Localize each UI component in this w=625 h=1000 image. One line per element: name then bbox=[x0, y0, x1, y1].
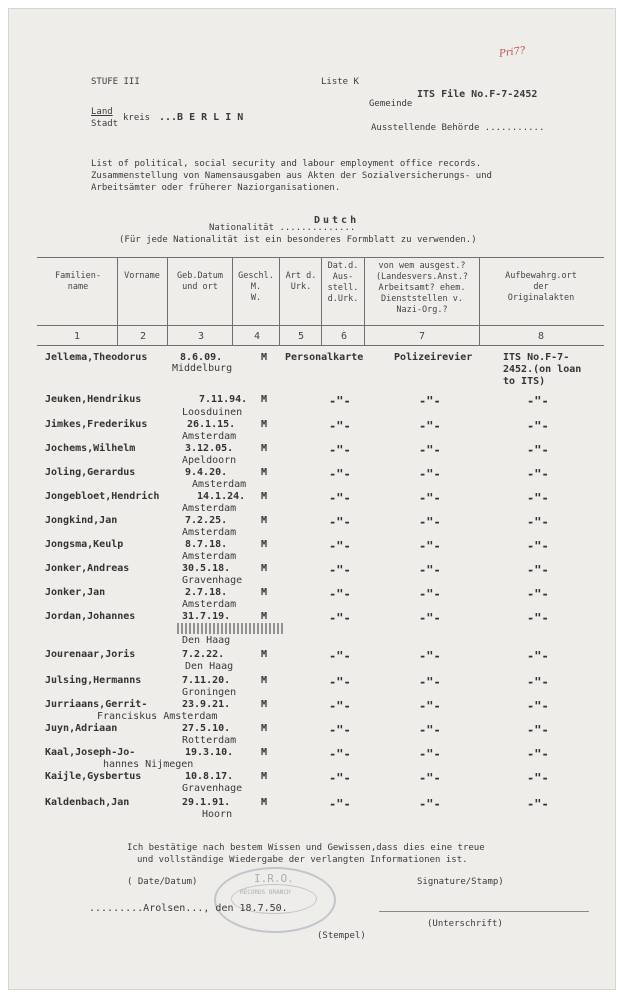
entry-name: Juyn,Adriaan bbox=[45, 723, 118, 734]
ditto-mark: -"- bbox=[329, 491, 351, 505]
header-art: Art d. Urk. bbox=[285, 271, 317, 292]
entry-date: 31.7.19. bbox=[182, 611, 231, 622]
entry-date: 10.8.17. bbox=[185, 771, 234, 782]
entry-place: Den Haag bbox=[185, 661, 234, 672]
col-divider-3 bbox=[232, 257, 233, 345]
entry-name: Jongkind,Jan bbox=[45, 515, 118, 526]
header-vorname: Vorname bbox=[124, 271, 160, 281]
nationality-label: Nationalität .............. bbox=[209, 223, 356, 233]
ditto-mark: -"- bbox=[329, 467, 351, 481]
colnum-8: 8 bbox=[537, 331, 545, 342]
entry-sex: M bbox=[261, 443, 268, 454]
entry-date: 8.7.18. bbox=[185, 539, 228, 550]
ditto-mark: -"- bbox=[527, 611, 549, 625]
entry-date: 23.9.21. bbox=[182, 699, 231, 710]
iro-stamp bbox=[214, 867, 336, 933]
entry-name: Julsing,Hermanns bbox=[45, 675, 142, 686]
ditto-mark: -"- bbox=[527, 491, 549, 505]
header-aufbewahrung: Aufbewahrg.ort der Originalakten bbox=[505, 271, 577, 303]
ditto-mark: -"- bbox=[419, 419, 441, 433]
entry-sex: M bbox=[261, 611, 268, 622]
entry-place: Den Haag bbox=[182, 635, 231, 646]
date-label: ( Date/Datum) bbox=[127, 877, 198, 887]
ditto-mark: -"- bbox=[527, 515, 549, 529]
colnum-6: 6 bbox=[340, 331, 348, 342]
col-divider-7 bbox=[479, 257, 480, 345]
entry-date: 7.2.22. bbox=[182, 649, 225, 660]
ditto-mark: -"- bbox=[329, 747, 351, 761]
nationality-value: Dutch bbox=[314, 215, 360, 226]
ditto-mark: -"- bbox=[419, 649, 441, 663]
struck-out-entry bbox=[177, 623, 283, 634]
entry-place: Amsterdam bbox=[182, 527, 237, 538]
header-datum-ausstellung: Dat.d. Aus- stell. d.Urk. bbox=[327, 261, 359, 304]
entry-place: Amsterdam bbox=[182, 503, 237, 514]
entry-name: Jongsma,Keulp bbox=[45, 539, 124, 550]
unterschrift-label: (Unterschrift) bbox=[427, 919, 503, 929]
ditto-mark: -"- bbox=[527, 419, 549, 433]
ausstellende-behoerde: Ausstellende Behörde ........... bbox=[371, 123, 545, 133]
signature-label: Signature/Stamp) bbox=[417, 877, 504, 887]
stadt-label: Stadt bbox=[91, 119, 119, 129]
ditto-mark: -"- bbox=[419, 771, 441, 785]
ditto-mark: -"- bbox=[527, 699, 549, 713]
entry-date: 27.5.10. bbox=[182, 723, 231, 734]
entry-place: Amsterdam bbox=[192, 479, 247, 490]
col-divider-5 bbox=[321, 257, 322, 345]
ditto-mark: -"- bbox=[527, 723, 549, 737]
stamp-subtext: RECORDS BRANCH bbox=[240, 889, 291, 896]
entry-sex: M bbox=[261, 747, 268, 758]
signature-line bbox=[379, 911, 589, 912]
entry-name: Joling,Gerardus bbox=[45, 467, 136, 478]
entry-date: 14.1.24. bbox=[197, 491, 246, 502]
ditto-mark: -"- bbox=[527, 649, 549, 663]
entry-issuer: Polizeirevier bbox=[394, 352, 473, 363]
entry-name: Jonker,Jan bbox=[45, 587, 106, 598]
entry-location: ITS No.F-7- 2452.(on loan to ITS) bbox=[503, 352, 582, 387]
entry-place: Amsterdam bbox=[182, 551, 237, 562]
its-file-number: ITS File No.F-7-2452 bbox=[417, 89, 538, 100]
ditto-mark: -"- bbox=[329, 515, 351, 529]
entry-place: Loosduinen bbox=[182, 407, 243, 418]
entry-date: 9.4.20. bbox=[185, 467, 228, 478]
ditto-mark: -"- bbox=[329, 611, 351, 625]
intro-line-3: Arbeitsämter oder früherer Naziorganisationen. bbox=[91, 183, 341, 193]
entry-place: Apeldoorn bbox=[182, 455, 237, 466]
entry-sex: M bbox=[261, 352, 268, 363]
colnum-4: 4 bbox=[253, 331, 261, 342]
ditto-mark: -"- bbox=[329, 563, 351, 577]
ditto-mark: -"- bbox=[527, 675, 549, 689]
intro-line-1: List of political, social security and labour employment office records. bbox=[91, 159, 482, 169]
entry-date: 7.2.25. bbox=[185, 515, 228, 526]
entry-place: Groningen bbox=[182, 687, 237, 698]
entry-sex: M bbox=[261, 491, 268, 502]
ditto-mark: -"- bbox=[527, 771, 549, 785]
colnum-5: 5 bbox=[297, 331, 305, 342]
ditto-mark: -"- bbox=[419, 443, 441, 457]
entry-name: Jonker,Andreas bbox=[45, 563, 130, 574]
ditto-mark: -"- bbox=[419, 611, 441, 625]
ditto-mark: -"- bbox=[419, 723, 441, 737]
ditto-mark: -"- bbox=[329, 675, 351, 689]
entry-sex: M bbox=[261, 394, 268, 405]
entry-place: Amsterdam bbox=[182, 431, 237, 442]
entry-date: 3.12.05. bbox=[185, 443, 234, 454]
entry-sex: M bbox=[261, 797, 268, 808]
confirmation-line-2: und vollständige Wiedergabe der verlangten Informationen ist. bbox=[137, 855, 468, 865]
entry-date: 8.6.09. bbox=[180, 352, 223, 363]
confirmation-line-1: Ich bestätige nach bestem Wissen und Gewissen,dass dies eine treue bbox=[127, 843, 485, 853]
entry-sex: M bbox=[261, 587, 268, 598]
entry-place: hannes Nijmegen bbox=[103, 759, 194, 770]
entry-sex: M bbox=[261, 515, 268, 526]
col-divider-2 bbox=[167, 257, 168, 345]
nationality-note: (Für jede Nationalität ist ein besonderes Formblatt zu verwenden.) bbox=[119, 235, 477, 245]
ditto-mark: -"- bbox=[329, 443, 351, 457]
ditto-mark: -"- bbox=[329, 419, 351, 433]
entry-place: Middelburg bbox=[172, 363, 233, 374]
entry-name: Jourenaar,Joris bbox=[45, 649, 136, 660]
entry-place: Hoorn bbox=[202, 809, 233, 820]
table-number-border bbox=[37, 345, 604, 346]
entry-art: Personalkarte bbox=[285, 352, 364, 363]
entry-sex: M bbox=[261, 699, 268, 710]
entry-date: 2.7.18. bbox=[185, 587, 228, 598]
ditto-mark: -"- bbox=[419, 797, 441, 811]
entry-name: Kaijle,Gysbertus bbox=[45, 771, 142, 782]
col-divider-4 bbox=[279, 257, 280, 345]
ditto-mark: -"- bbox=[527, 747, 549, 761]
entry-sex: M bbox=[261, 723, 268, 734]
gemeinde-label: Gemeinde bbox=[369, 99, 413, 109]
entry-name: Jongebloet,Hendrich bbox=[45, 491, 160, 502]
entry-place: Gravenhage bbox=[182, 783, 243, 794]
entry-name: Jellema,Theodorus bbox=[45, 352, 148, 363]
ditto-mark: -"- bbox=[419, 515, 441, 529]
liste-label: Liste K bbox=[321, 77, 359, 87]
colnum-2: 2 bbox=[139, 331, 147, 342]
ditto-mark: -"- bbox=[419, 747, 441, 761]
col-divider-6 bbox=[364, 257, 365, 345]
entry-sex: M bbox=[261, 467, 268, 478]
document-sheet bbox=[8, 8, 616, 990]
land-label: Land bbox=[91, 107, 113, 117]
entry-place: Amsterdam bbox=[182, 599, 237, 610]
ditto-mark: -"- bbox=[527, 539, 549, 553]
entry-name: Kaldenbach,Jan bbox=[45, 797, 130, 808]
entry-place: Franciskus Amsterdam bbox=[97, 711, 218, 722]
place-date-line: .........Arolsen..., den 18.7.50. bbox=[89, 903, 288, 914]
ditto-mark: -"- bbox=[527, 443, 549, 457]
ditto-mark: -"- bbox=[329, 699, 351, 713]
stempel-label: (Stempel) bbox=[317, 931, 366, 941]
entry-sex: M bbox=[261, 563, 268, 574]
header-von-wem: von wem ausgest.? (Landesvers.Anst.? Arbeitsamt? ehem. Dienststellen v. Nazi-Org.? bbox=[375, 261, 469, 315]
ditto-mark: -"- bbox=[419, 539, 441, 553]
entry-sex: M bbox=[261, 649, 268, 660]
entry-name: Jordan,Johannes bbox=[45, 611, 136, 622]
kreis-value: ...B E R L I N bbox=[159, 112, 244, 123]
ditto-mark: -"- bbox=[329, 394, 351, 408]
ditto-mark: -"- bbox=[329, 587, 351, 601]
ditto-mark: -"- bbox=[527, 797, 549, 811]
col-divider-1 bbox=[117, 257, 118, 345]
entry-name: Jeuken,Hendrikus bbox=[45, 394, 142, 405]
colnum-1: 1 bbox=[73, 331, 81, 342]
header-familienname: Familien- name bbox=[54, 271, 102, 292]
stufe-label: STUFE III bbox=[91, 77, 140, 87]
entry-date: 30.5.18. bbox=[182, 563, 231, 574]
ditto-mark: -"- bbox=[527, 563, 549, 577]
ditto-mark: -"- bbox=[419, 563, 441, 577]
ditto-mark: -"- bbox=[419, 467, 441, 481]
entry-name: Jimkes,Frederikus bbox=[45, 419, 148, 430]
handwritten-reference: Pri7? bbox=[498, 45, 527, 60]
entry-date: 19.3.10. bbox=[185, 747, 234, 758]
ditto-mark: -"- bbox=[329, 723, 351, 737]
kreis-label: kreis bbox=[123, 113, 151, 123]
colnum-3: 3 bbox=[197, 331, 205, 342]
ditto-mark: -"- bbox=[329, 539, 351, 553]
ditto-mark: -"- bbox=[329, 649, 351, 663]
ditto-mark: -"- bbox=[419, 587, 441, 601]
stamp-text: I.R.O. bbox=[254, 872, 294, 885]
entry-name: Kaal,Joseph-Jo- bbox=[45, 747, 136, 758]
entry-place: Rotterdam bbox=[182, 735, 237, 746]
intro-line-2: Zusammenstellung von Namensausgaben aus Akten der Sozialversicherungs- und bbox=[91, 171, 492, 181]
ditto-mark: -"- bbox=[527, 467, 549, 481]
entry-sex: M bbox=[261, 771, 268, 782]
entry-sex: M bbox=[261, 539, 268, 550]
colnum-7: 7 bbox=[418, 331, 426, 342]
ditto-mark: -"- bbox=[419, 394, 441, 408]
ditto-mark: -"- bbox=[329, 771, 351, 785]
entry-date: 7.11.20. bbox=[182, 675, 231, 686]
ditto-mark: -"- bbox=[527, 587, 549, 601]
entry-date: 29.1.91. bbox=[182, 797, 231, 808]
ditto-mark: -"- bbox=[419, 675, 441, 689]
ditto-mark: -"- bbox=[527, 394, 549, 408]
ditto-mark: -"- bbox=[419, 491, 441, 505]
header-geb-datum: Geb.Datum und ort bbox=[176, 271, 224, 292]
entry-sex: M bbox=[261, 675, 268, 686]
ditto-mark: -"- bbox=[329, 797, 351, 811]
entry-date: 7.11.94. bbox=[199, 394, 248, 405]
ditto-mark: -"- bbox=[419, 699, 441, 713]
entry-name: Jurriaans,Gerrit- bbox=[45, 699, 148, 710]
entry-place: Gravenhage bbox=[182, 575, 243, 586]
header-geschlecht: Geschl. M. W. bbox=[238, 271, 274, 303]
entry-sex: M bbox=[261, 419, 268, 430]
entry-name: Jochems,Wilhelm bbox=[45, 443, 136, 454]
entry-date: 26.1.15. bbox=[187, 419, 236, 430]
